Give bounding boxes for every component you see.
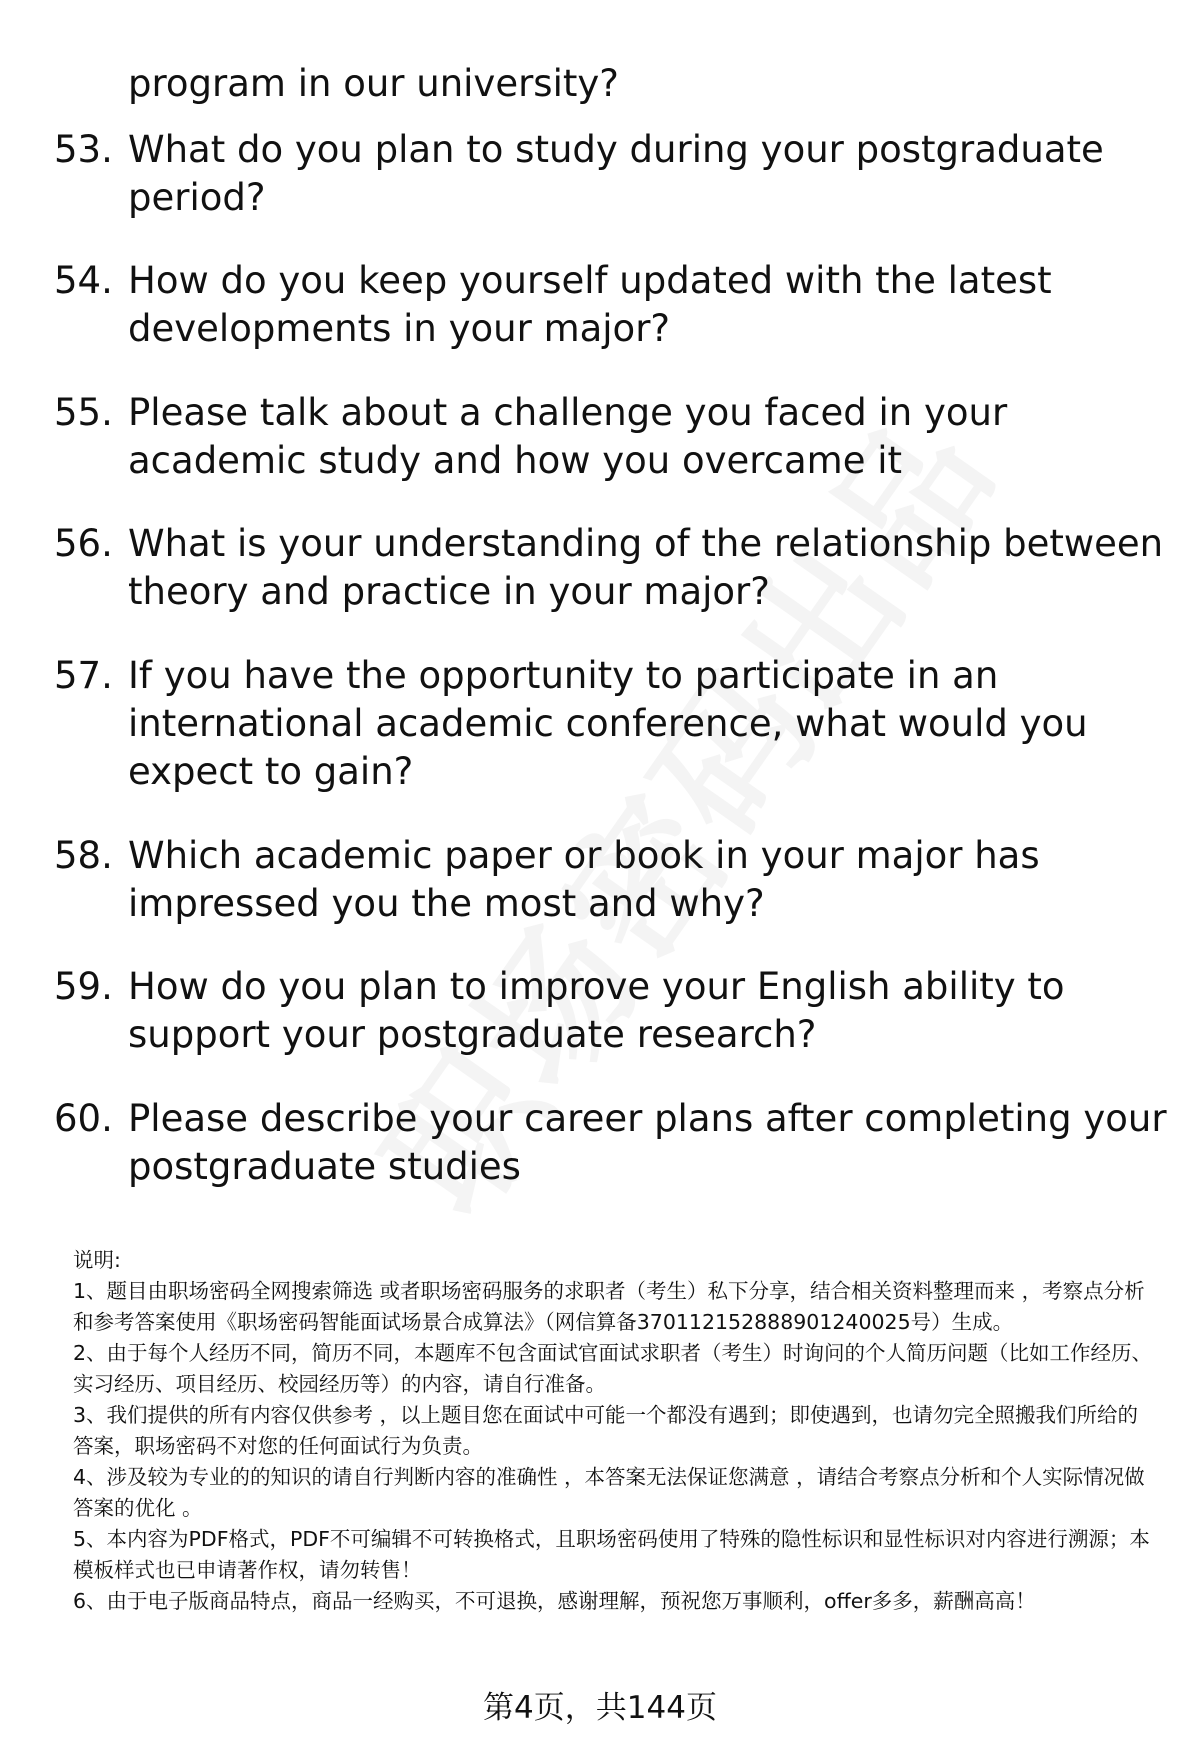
- question-number: 60.: [54, 1097, 113, 1140]
- notes-item: 4、涉及较为专业的的知识的请自行判断内容的准确性 ，本答案无法保证您满意 ，请结合考察点分析和个人实际情况做答案的优化 。: [73, 1465, 1145, 1520]
- disclaimer-notes: [73, 1245, 1158, 1617]
- question-text: How do you plan to improve your English ability to support your postgraduate research?: [128, 965, 1065, 1056]
- question-text: Which academic paper or book in your major has impressed you the most and why?: [128, 834, 1040, 925]
- question-number: 54.: [54, 259, 113, 302]
- notes-item: 1、题目由职场密码全网搜索筛选 或者职场密码服务的求职者（考生）私下分享，结合相关资料整理而来 ，考察点分析和参考答案使用《职场密码智能面试场景合成算法》（网信算备370112152888901240025号）生成。: [73, 1279, 1145, 1334]
- notes-item: 2、由于每个人经历不同，简历不同，本题库不包含面试官面试求职者（考生）时询问的个人简历问题（比如工作经历、实习经历、项目经历、校园经历等）的内容，请自行准备。: [73, 1341, 1153, 1396]
- question-number: 53.: [54, 128, 113, 171]
- question-text: If you have the opportunity to participate in an international academic conference, what would you expect to gain?: [128, 654, 1088, 793]
- question-number: 59.: [54, 965, 113, 1008]
- question-text: Please talk about a challenge you faced in your academic study and how you overcame it: [128, 391, 1008, 482]
- question-text: What is your understanding of the relationship between theory and practice in your major?: [128, 522, 1164, 613]
- page-footer: 第4页，共144页: [483, 1690, 717, 1726]
- notes-heading: 说明:: [73, 1248, 121, 1272]
- question-continuation: program in our university?: [128, 62, 619, 105]
- question-number: 58.: [54, 834, 113, 877]
- notes-item: 3、我们提供的所有内容仅供参考 ，以上题目您在面试中可能一个都没有遇到；即使遇到，也请勿完全照搬我们所给的答案，职场密码不对您的任何面试行为负责。: [73, 1403, 1139, 1458]
- question-number: 55.: [54, 391, 113, 434]
- question-text: How do you keep yourself updated with the latest developments in your major?: [128, 259, 1052, 350]
- notes-item: 5、本内容为PDF格式，PDF不可编辑不可转换格式，且职场密码使用了特殊的隐性标识和显性标识对内容进行溯源；本模板样式也已申请著作权，请勿转售！: [73, 1527, 1150, 1582]
- question-text: Please describe your career plans after completing your postgraduate studies: [128, 1097, 1167, 1188]
- question-text: What do you plan to study during your postgraduate period?: [128, 128, 1104, 219]
- notes-item: 6、由于电子版商品特点，商品一经购买，不可退换，感谢理解，预祝您万事顺利，offer多多，薪酬高高！: [73, 1589, 1036, 1613]
- question-number: 56.: [54, 522, 113, 565]
- question-number: 57.: [54, 654, 113, 697]
